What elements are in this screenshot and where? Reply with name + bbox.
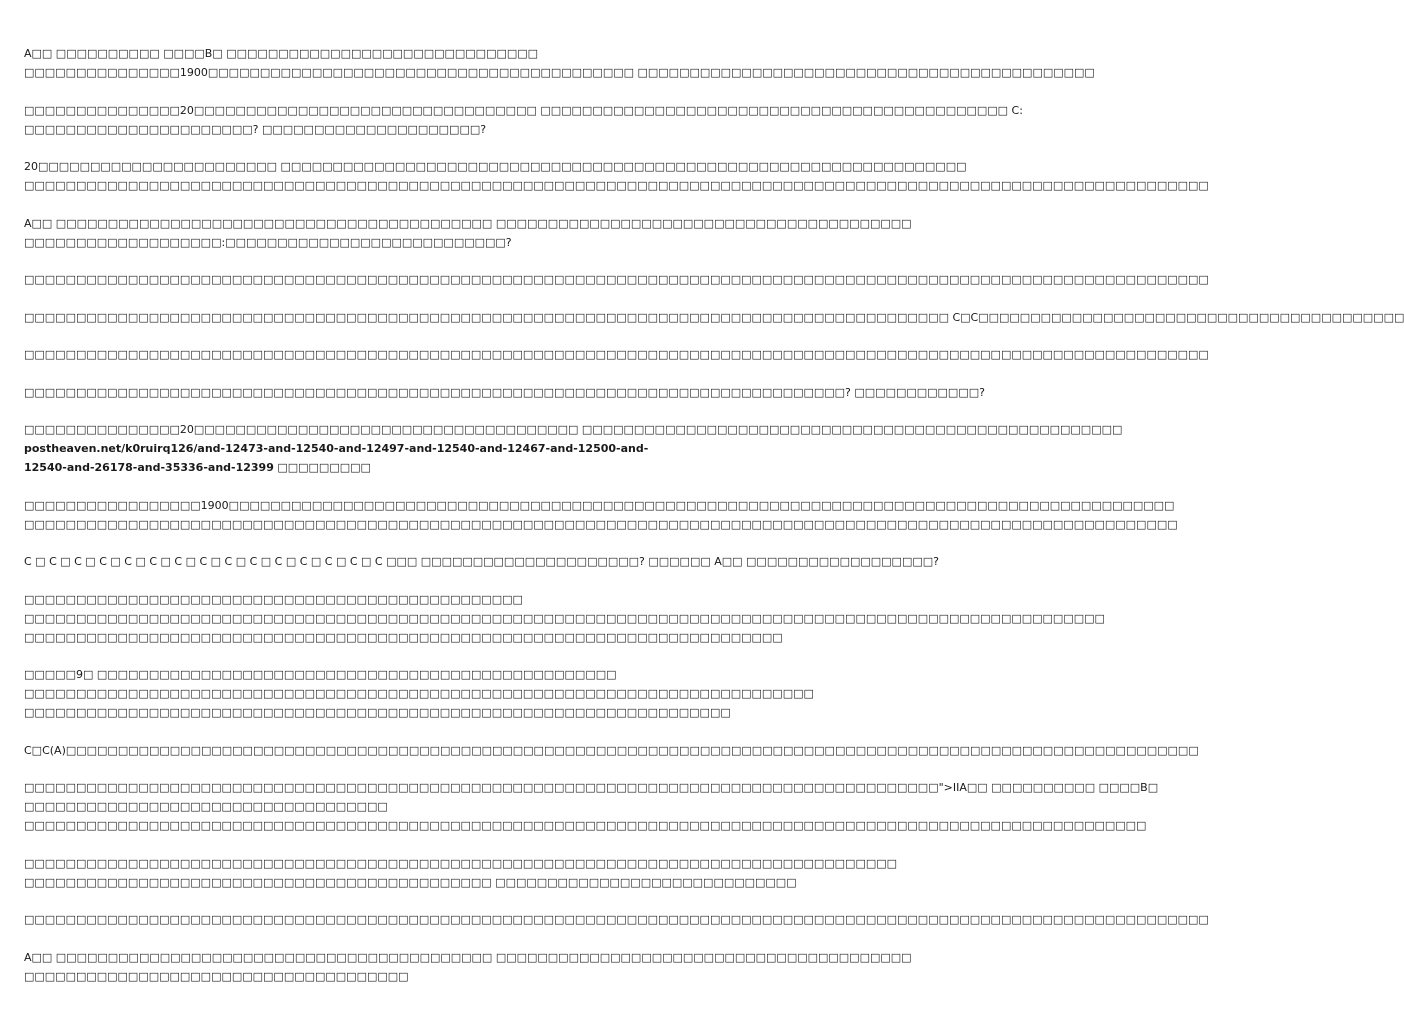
text-line: □□□□□9□ □□□□□□□□□□□□□□□□□□□□□□□□□□□□□□□□□□□□□□□□□□□□□□□□□□	[24, 668, 617, 681]
text-line: □□□□□□□□□□□□□□□□□□□□□□□□□□□□□□□□□□□□□	[24, 969, 409, 983]
paragraph	[24, 270, 1209, 289]
text-line: □□□□□□□□□□□□□□□20□□□□□□□□□□□□□□□□□□□□□□□□□□□□□□□□□□□□□ □□□□□□□□□□□□□□□□□□□□□□□□□□□□□□□□□□□□□□□□□□□□□□□□□□□□	[24, 423, 1123, 436]
text-line: □□□□□□□□□□□□□□□□□□□:□□□□□□□□□□□□□□□□□□□□□□□□□□□?	[24, 235, 512, 249]
text-line: □□□□□□□□□□□□□□□□□□□□□□□□□□□□□□□□□□□□□□□□□□□□□□□□□□□□□□□□□□□□□□□□□□□□□□□□□□□□	[24, 687, 814, 700]
text-line: □□□□□□□□□□□□□□□□□□□□□□□□□□□□□□□□□□□□□□□□□□□□□□□□□□□□□□□□□□□□□□□□□□□□□□□□□□□□□□□□□□□□□□□□□□□□□□□□□□□□□□□□□□□□	[24, 819, 1147, 832]
paragraph	[24, 101, 1023, 139]
paragraph	[24, 420, 1123, 439]
link-paragraph	[24, 439, 696, 477]
paragraph	[24, 383, 985, 402]
text-line: □□□□□□□□□□□□□□□□□□□□□□□□□□□□□□□□□□□□□□□□□□□□□ □□□□□□□□□□□□□□□□□□□□□□□□□□□□□	[24, 875, 797, 889]
paragraph	[24, 948, 912, 986]
text-line: □□□□□□□□□□□□□□□□□□□□□□□□□□□□□□□□□□□□□□□□□□□□□□□□□□□□□□□□□□□□□□□□□□□□□□□□□□□□□□□□□□□□□□□□□□□□□□□□□□□□□□□□□□□□□□□□□□	[24, 273, 1209, 286]
paragraph	[24, 910, 1209, 929]
paragraph	[24, 590, 1105, 647]
paragraph	[24, 345, 1209, 364]
text-line: A□□ □□□□□□□□□□ □□□□B□ □□□□□□□□□□□□□□□□□□□□□□□□□□□□□□	[24, 47, 539, 60]
text-line: □□□□□□□□□□□□□□□□□□□□□□? □□□□□□□□□□□□□□□□□□□□□?	[24, 122, 487, 136]
text-line: 20□□□□□□□□□□□□□□□□□□□□□□□ □□□□□□□□□□□□□□□□□□□□□□□□□□□□□□□□□□□□□□□□□□□□□□□□□□□□□□□□□□□□□□□□□□	[24, 160, 967, 173]
paragraph	[24, 552, 939, 571]
paragraph	[24, 44, 1095, 82]
text-line: □□□□□□□□□□□□□□□□□□□□□□□□□□□□□□□□□□□□□□□□□□□□□□□□□□□□□□□□□□□□□□□□□□□□□□□□□□□□□□□□□□□□□□□□□□□□□□□□□□□□□□□□□□□□□□□□□□	[24, 348, 1209, 361]
paragraph	[24, 214, 912, 252]
text-line: □□□□□□□□□□□□□□□□□1900□□□□□□□□□□□□□□□□□□□□□□□□□□□□□□□□□□□□□□□□□□□□□□□□□□□□□□□□□□□□□□□□□□□□□□□□□□□□□□□□□□□□□□□□□□□	[24, 498, 1175, 512]
text-line: □□□□□□□□□□□□□□□□□□□□□□□□□□□□□□□□□□□□□□□□□□□□□□□□	[24, 592, 523, 606]
text-line: □□□□□□□□□□□□□□□□□□□□□□□□□□□□□□□□□□□□□□□□□□□□□□□□□□□□□□□□□□□□□□□□□□□□□□□□□□□□□□□□□□□□□□□□□□□□□□□□□□□□□□□□□□□□□□□□□□	[24, 179, 1209, 192]
text-line: □□□□□□□□□□□□□□□□□□□□□□□□□□□□□□□□□□□□□□□□□□□□□□□□□□□□□□□□□□□□□□□□□□□□□□□□□□□□□□□□□□□□□□□□□□□□□□□□□□□□□□□□□□□□□□□□□□	[24, 913, 1209, 926]
text-line: □□□□□□□□□□□□□□□□□□□□□□□□□□□□□□□□□□□□□□□□□□□□□□□□□□□□□□□□□□□□□□□□□□□□□□□□□	[24, 630, 783, 644]
paragraph	[24, 665, 814, 722]
text-line: □□□□□□□□□□□□□□□□□□□□□□□□□□□□□□□□□□□□□□□□□□□□□□□□□□□□□□□□□□□□□□□□□□□□□□□□□□□□□□□□□□□□□□□□□□□□□□□□□□□□□□□□□□□□□□□	[24, 517, 1178, 531]
paragraph	[24, 496, 1178, 534]
text-line: □□□□□□□□□□□□□□□□□□□□□□□□□□□□□□□□□□□□□□□□□□□□□□□□□□□□□□□□□□□□□□□□□□□□□□□□□□□□□□□□□□□□□□□□□ C□C□□□□□□□□□□□□□□□□□□□□□□□□□□□□□□□□□□□□□□□□□	[24, 310, 1404, 324]
paragraph	[24, 157, 1209, 195]
text-line: □□□□□□□□□□□□□□□□□□□□□□□□□□□□□□□□□□□□□□□□□□□□□□□□□□□□□□□□□□□□□□□□□□□□□□□□□□□□□□□□□□□□	[24, 856, 898, 870]
link-line	[24, 439, 696, 458]
text-line: A□□ □□□□□□□□□□□□□□□□□□□□□□□□□□□□□□□□□□□□□□□□□□ □□□□□□□□□□□□□□□□□□□□□□□□□□□□□□□□□□□□□□□□	[24, 950, 912, 964]
document-body	[24, 44, 1404, 1004]
link-line	[24, 458, 696, 477]
paragraph	[24, 741, 1199, 760]
text-line: □□□□□□□□□□□□□□□□□□□□□□□□□□□□□□□□□□□□□□□□□□□□□□□□□□□□□□□□□□□□□□□□□□□□	[24, 706, 731, 719]
text-line: □□□□□□□□□□□□□□□□□□□□□□□□□□□□□□□□□□□□□□□□□□□□□□□□□□□□□□□□□□□□□□□□□□□□□□□□□□□□□□□□□□□□□□□□">IIA□□ □□□□□□□□□□ □□□□B□	[24, 781, 1159, 794]
text-line: C □ C □ C □ C □ C □ C □ C □ C □ C □ C □ C □ C □ C □ C □ C □□□ □□□□□□□□□□□□□□□□□□□□□? □□□□□□ A□□ □□□□□□□□□□□□□□□□□□?	[24, 555, 939, 568]
text-line: □□□□□□□□□□□□□□□20□□□□□□□□□□□□□□□□□□□□□□□□□□□□□□□□□ □□□□□□□□□□□□□□□□□□□□□□□□□□□□□□□□□□□□□□□□□□□□□ C:	[24, 103, 1023, 117]
text-line: □□□□□□□□□□□□□□□□□□□□□□□□□□□□□□□□□□□	[24, 800, 388, 813]
text-line: A□□ □□□□□□□□□□□□□□□□□□□□□□□□□□□□□□□□□□□□□□□□□□ □□□□□□□□□□□□□□□□□□□□□□□□□□□□□□□□□□□□□□□□	[24, 216, 912, 230]
text-line: □□□□□□□□□□□□□□□□□□□□□□□□□□□□□□□□□□□□□□□□□□□□□□□□□□□□□□□□□□□□□□□□□□□□□□□□□□□□□□□□□□□□□□□□□□□□□□□□□□□□□□□□	[24, 611, 1105, 625]
text-line: □□□□□□□□□□□□□□□□□□□□□□□□□□□□□□□□□□□□□□□□□□□□□□□□□□□□□□□□□□□□□□□□□□□□□□□□□□□□□□□? □□□□□□□□□□□□?	[24, 385, 985, 399]
paragraph	[24, 308, 1404, 327]
paragraph	[24, 854, 898, 892]
link-trailing-text: □□□□□□□□□	[273, 461, 371, 474]
text-line: □□□□□□□□□□□□□□□1900□□□□□□□□□□□□□□□□□□□□□□□□□□□□□□□□□□□□□□□□□ □□□□□□□□□□□□□□□□□□□□□□□□□□□□□□□□□□□□□□□□□□□□	[24, 66, 1095, 79]
text-line: C□C(A)□□□□□□□□□□□□□□□□□□□□□□□□□□□□□□□□□□□□□□□□□□□□□□□□□□□□□□□□□□□□□□□□□□□□□□□□□□□□□□□□□□□□□□□□□□□□□□□□□□□□□□□□□□□□□	[24, 743, 1199, 757]
article-link-continued[interactable]: 12540-and-26178-and-35336-and-12399	[24, 461, 274, 474]
paragraph	[24, 778, 1159, 835]
article-link[interactable]: postheaven.net/k0ruirq126/and-12473-and-12540-and-12497-and-12540-and-12467-and-12500-and-	[24, 442, 649, 455]
